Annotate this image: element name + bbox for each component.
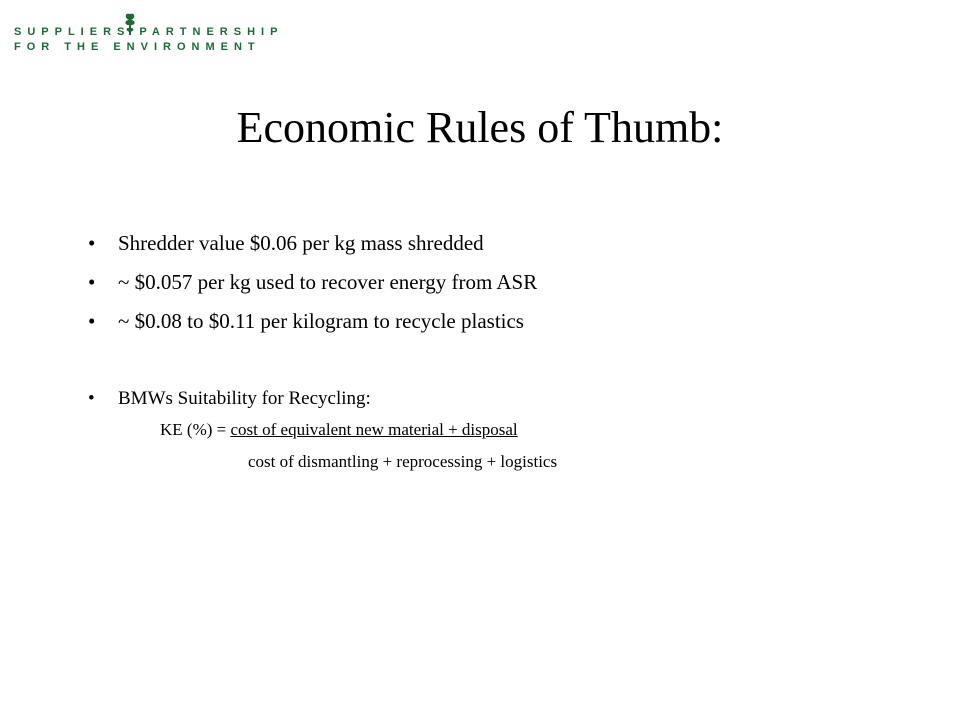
bullet-dot: • — [88, 270, 96, 294]
bullet-item — [88, 308, 537, 347]
bullet-text: ~ $0.057 per kg used to recover energy from ASR — [118, 270, 538, 294]
bullet-item — [88, 269, 537, 308]
bullet-dot: • — [88, 388, 95, 409]
logo — [14, 8, 284, 56]
formula-denominator: cost of dismantling + reprocessing + logistics — [248, 452, 558, 471]
slide-title: Economic Rules of Thumb: — [236, 103, 724, 152]
logo-text-line2: FOR THE ENVIRONMENT — [14, 41, 261, 53]
bullet-list — [88, 230, 537, 347]
formula-numerator: cost of equivalent new material + disposal — [230, 420, 518, 439]
bullet-dot: • — [88, 231, 96, 255]
bmw-heading: BMWs Suitability for Recycling: — [118, 388, 371, 409]
logo-text-line1: SUPPLIERS PARTNERSHIP — [14, 26, 284, 38]
formula-numerator-line — [160, 420, 518, 440]
bullet-text: ~ $0.08 to $0.11 per kilogram to recycle plastics — [118, 309, 524, 333]
bullet-dot: • — [88, 309, 96, 333]
formula-prefix: KE (%) = — [160, 420, 231, 439]
bullet-item — [88, 230, 537, 269]
bullet-text: Shredder value $0.06 per kg mass shredded — [118, 231, 484, 255]
